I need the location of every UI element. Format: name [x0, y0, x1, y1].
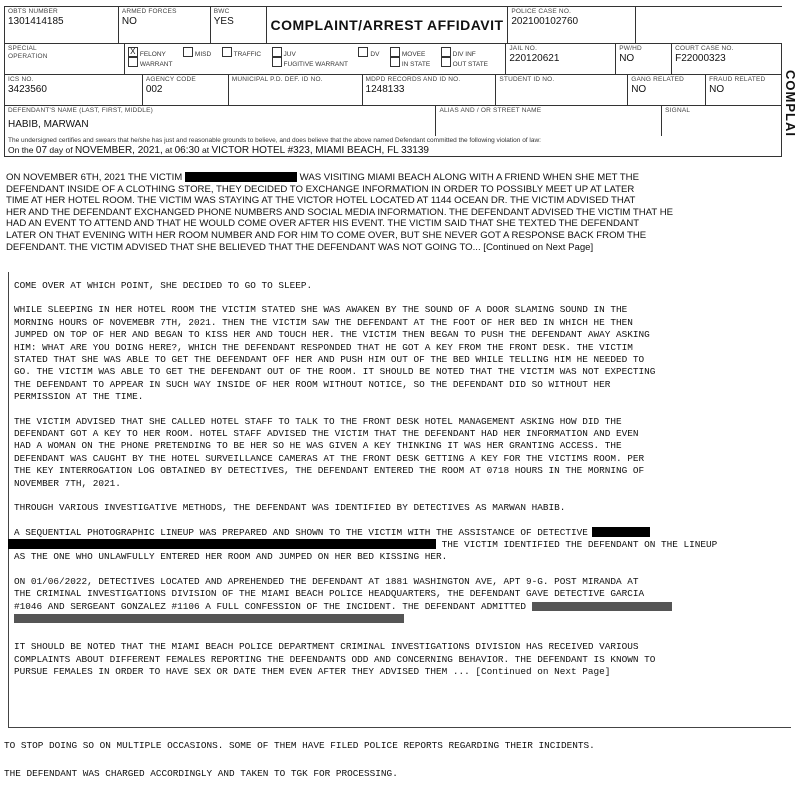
title-cell [267, 7, 509, 43]
narrative-line: TIME AT HER HOTEL ROOM. THE VICTIM WAS STAYING AT THE VICTOR HOTEL LOCATED AT 1144 OCEAN DR. THE VICTIM ADVISED THAT [6, 195, 636, 207]
movee-label: MOVEE [401, 51, 426, 59]
armed-forces-cell [119, 7, 211, 43]
ics-value: 3423560 [8, 84, 47, 95]
movee-checkbox[interactable] [390, 47, 400, 57]
narrative-line: DEFENDANT. THE VICTIM ADVISED THAT SHE BELIEVED THAT THE DEFENDANT WAS NOT GOING TO... [Continued on Next Page] [6, 241, 594, 253]
obts-label: OBTS NUMBER [8, 8, 58, 15]
obts-cell [5, 7, 119, 43]
police-case-value: 202100102760 [511, 16, 579, 27]
paragraph-5-line-2 [8, 539, 794, 551]
bwc-cell [211, 7, 267, 43]
identified-text: THE VICTIM IDENTIFIED THE DEFENDANT ON THE LINEUP [441, 538, 718, 550]
divinf-checkbox[interactable] [441, 47, 451, 57]
paragraph-6-line-3 [8, 601, 794, 613]
dv-checkbox[interactable] [358, 47, 368, 57]
gang-cell [628, 75, 706, 105]
agency-value: 002 [145, 84, 163, 95]
day-value: 07 [35, 145, 48, 156]
jail-label: JAIL NO. [509, 45, 538, 52]
divinf-label: DIV INF [452, 51, 476, 59]
continuation-section [8, 280, 794, 679]
outstate-checkbox[interactable] [441, 57, 451, 67]
blank-cell [636, 7, 782, 43]
gang-label: GANG RELATED [631, 76, 685, 83]
paragraph-9: THE DEFENDANT WAS CHARGED ACCORDINGLY AND TAKEN TO TGK FOR PROCESSING. [4, 768, 398, 779]
armed-forces-value: NO [121, 16, 137, 27]
redaction-bar [592, 527, 650, 537]
cb-col-6 [390, 47, 436, 67]
checkbox-cell [125, 44, 507, 74]
narrative-line: LATER ON THAT EVENING WITH HER ROOM NUMBER AND FOR HIM TO COME OVER, BUT SHE NEVER GOT A RESPONSE BACK FROM THE [6, 229, 647, 241]
jail-cell [506, 44, 616, 74]
narrative-line: HAD AN EVENT TO ATTEND AND THAT HE WOULD COME OVER AFTER HIS EVENT. THE VICTIM SAID THAT SHE TEXTED THE DEFENDANT [6, 218, 640, 230]
narrative-section [6, 172, 776, 253]
fugitive-label: FUGITIVE WARRANT [283, 61, 348, 69]
alias-label: ALIAS AND / OR STREET NAME [439, 107, 542, 114]
traffic-label: TRAFFIC [233, 51, 262, 59]
form-row-2 [4, 43, 782, 74]
obts-value: 1301414185 [8, 16, 64, 27]
narrative-line: HER AND THE DEFENDANT EXCHANGED PHONE NUMBERS AND SOCIAL MEDIA INFORMATION. THE DEFENDANT ADVISED THE VICTIM THAT HE [6, 206, 674, 218]
court-case-value: F22000323 [675, 53, 726, 64]
juv-checkbox[interactable] [272, 47, 282, 57]
pwhd-label: PW/HD [619, 45, 642, 52]
muni-label: MUNICIPAL P.D. DEF. ID NO. [231, 76, 323, 83]
cb-col-7 [441, 47, 494, 67]
cb-col-2 [183, 47, 217, 57]
paragraph-3: THE VICTIM ADVISED THAT SHE CALLED HOTEL STAFF TO TALK TO THE FRONT DESK HOTEL MANAGEMENT ASKING HOW DID THE DEFENDANT GOT A KEY TO HER ROOM. HOTEL STAFF ADVISED THE VICTIM THAT THE DEFENDANT HAD HER INFORMATION AND EVEN HAD A WOMAN ON THE PHONE PRETENDING TO BE HER SO HE WAS GIVEN A KEY THINKING IT WAS HER GRANTING ACCESS. THE DEFENDANT WAS CAUGHT BY THE HOTEL SURVEILLANCE CAMERAS AT THE FRONT DESK GETTING A KEY FOR THE VICTIMS ROOM. PER THE KEY INTERROGATION LOG OBTAINED BY DETECTIVES, THE DEFENDANT ENTERED THE ROOM AT 0718 HOURS IN THE MORNING OF NOVEMBER 7TH, 2021. [14, 415, 645, 489]
redaction-bar [532, 602, 672, 611]
armed-forces-label: ARMED FORCES [121, 8, 177, 15]
paragraph-6-line-4 [8, 613, 794, 625]
defendant-value: HABIB, MARWAN [8, 119, 89, 130]
fraud-value: NO [709, 84, 725, 95]
pwhd-value: NO [619, 53, 635, 64]
jail-value: 220120621 [509, 53, 560, 64]
outstate-label: OUT STATE [452, 61, 489, 69]
narrative-text: ON NOVEMBER 6TH, 2021 THE VICTIM [6, 172, 183, 183]
paragraph-5 [8, 527, 794, 539]
on-the-label: On the [8, 145, 34, 155]
at-label: at [165, 145, 173, 155]
signal-label: SIGNAL [665, 107, 691, 114]
police-case-cell [508, 7, 636, 43]
fugitive-checkbox[interactable] [272, 57, 282, 67]
defendant-cell [5, 106, 436, 136]
ics-cell [5, 75, 143, 105]
time-value: 06:30 [174, 145, 200, 156]
cb-col-5 [358, 47, 385, 57]
month-year-value: NOVEMBER, 2021, [74, 145, 163, 156]
fraud-cell [706, 75, 782, 105]
confession-text: #1046 AND SERGEANT GONZALEZ #1106 A FULL CONFESSION OF THE INCIDENT. THE DEFENDANT ADMITTED [14, 600, 526, 612]
paragraph-1: COME OVER AT WHICH POINT, SHE DECIDED TO GO TO SLEEP. [14, 280, 313, 291]
bwc-label: BWC [213, 8, 230, 15]
lineup-text: A SEQUENTIAL PHOTOGRAPHIC LINEUP WAS PREPARED AND SHOWN TO THE VICTIM WITH THE ASSISTANCE OF DETECTIVE [14, 526, 588, 538]
signal-cell [662, 106, 782, 136]
paragraph-5-line-3: AS THE ONE WHO UNLAWFULLY ENTERED HER ROOM AND JUMPED ON HER BED KISSING HER. [14, 551, 448, 563]
agency-label: AGENCY CODE [145, 76, 196, 83]
violation-date-line [4, 145, 782, 157]
redaction-bar [14, 614, 404, 623]
warrant-checkbox[interactable] [128, 57, 138, 67]
narrative-line: DEFENDANT INSIDE OF A CLOTHING STORE, THEY DECIDED TO EXCHANGE INFORMATION IN ORDER TO POSSIBLY MEET UP AT LATER [6, 183, 635, 195]
ics-label: ICS NO. [8, 76, 34, 83]
student-label: STUDENT ID NO. [499, 76, 555, 83]
instate-checkbox[interactable] [390, 57, 400, 67]
mdpd-cell [363, 75, 497, 105]
paragraph-6: ON 01/06/2022, DETECTIVES LOCATED AND APREHENDED THE DEFENDANT AT 1881 WASHINGTON AVE, APT 9-G. POST MIRANDA AT THE CRIMINAL INVESTIGATIONS DIVISION OF THE MIAMI BEACH POLICE HEADQUARTERS, THE DEFENDANT GAVE DETECTIVE GARCIA [14, 575, 645, 600]
narrative-text: WAS VISITING MIAMI BEACH ALONG WITH A FRIEND WHEN SHE MET THE [299, 172, 639, 183]
special-op-cell [5, 44, 125, 74]
bwc-value: YES [213, 16, 234, 27]
affidavit-form [4, 6, 782, 157]
juv-label: JUV [283, 51, 296, 59]
paragraph-7: IT SHOULD BE NOTED THAT THE MIAMI BEACH POLICE DEPARTMENT CRIMINAL INVESTIGATIONS DIVISION HAS RECEIVED VARIOUS COMPLAINTS ABOUT DIFFERENT FEMALES REPORTING THE DEFENDANTS ODD AND CONCERNING BEHAVIOR. THE DEFENDANT IS KNOWN TO PURSUE FEMALES IN ORDER TO HAVE SEX OR DATE THEM EVEN AFTER THEY ADVISED THEM ... [Continued on Next Page] [14, 641, 656, 678]
form-row-1 [4, 6, 782, 43]
agency-cell [143, 75, 229, 105]
cb-col-4 [272, 47, 354, 67]
alias-cell [436, 106, 662, 136]
misd-checkbox[interactable] [183, 47, 193, 57]
side-label: COMPLAI [783, 70, 798, 137]
felony-label: FELONY [139, 51, 166, 59]
defendant-label: DEFENDANT'S NAME (LAST, FIRST, MIDDLE) [8, 107, 153, 114]
narrative-line [6, 172, 776, 184]
redaction-bar [8, 539, 436, 549]
mdpd-label: MDPD RECORDS AND ID NO. [365, 76, 461, 83]
form-row-3 [4, 74, 782, 105]
felony-checkbox[interactable]: X [128, 47, 138, 57]
fraud-label: FRAUD RELATED [709, 76, 766, 83]
at-label-2: at [202, 145, 210, 155]
traffic-checkbox[interactable] [222, 47, 232, 57]
warrant-label: WARRANT [139, 61, 173, 69]
form-title: COMPLAINT/ARREST AFFIDAVIT [270, 17, 504, 33]
gang-value: NO [631, 84, 647, 95]
muni-cell [229, 75, 363, 105]
special-op-label: SPECIAL OPERATION [8, 45, 48, 60]
redaction-bar [185, 172, 297, 182]
instate-label: IN STATE [401, 61, 431, 69]
student-cell [496, 75, 628, 105]
paragraph-8: TO STOP DOING SO ON MULTIPLE OCCASIONS. SOME OF THEM HAVE FILED POLICE REPORTS REGARDING THEIR INCIDENTS. [4, 740, 595, 751]
cb-col-1 [128, 47, 179, 67]
location-value: VICTOR HOTEL #323, MIAMI BEACH, FL 33139 [211, 145, 429, 156]
cb-col-3 [222, 47, 267, 57]
court-case-label: COURT CASE NO. [675, 45, 734, 52]
form-row-4 [4, 105, 782, 136]
paragraph-4: THROUGH VARIOUS INVESTIGATIVE METHODS, THE DEFENDANT WAS IDENTIFIED BY DETECTIVES AS MARWAN HABIB. [14, 502, 566, 514]
paragraph-2: WHILE SLEEPING IN HER HOTEL ROOM THE VICTIM STATED SHE WAS AWAKEN BY THE SOUND OF A DOOR SLAMING SOUND IN THE MORNING HOURS OF NOVEMEBR 7TH, 2021. THEN THE VICTIM SAW THE DEFENDANT AT THE FOOT OF HER BED IN WHICH HE THEN JUMPED ON TOP OF HER AND BEGAN TO KISS HER AND TOUCH HER. THE VICTIM THEN BEGAN TO PUSH THE DEFENDANT AWAY ASKING HIM: WHAT ARE YOU DOING HERE?, WHICH THE DEFENDANT RESPONDED THAT HE GOT A KEY FROM THE FRONT DESK. THE VICTIM STATED THAT SHE WAS ABLE TO GET THE DEFENDANT OFF HER AND PUSH HIM OUT OF THE BED WHILE TELLING HIM HE NEEDED TO GO. THE VICTIM WAS ABLE TO GET THE DEFENDANT OUT OF THE ROOM. IT SHOULD BE NOTED THAT THE VICTIM WAS NOT EXPECTING THE DEFENDANT TO APPEAR IN SUCH WAY INSIDE OF HER ROOM WITHOUT NOTICE, SO THE DEFENDANT DID SO WITHOUT HER PERMISSION AT THE TIME. [14, 304, 656, 403]
court-case-cell [672, 44, 782, 74]
pwhd-cell [616, 44, 672, 74]
dv-label: DV [370, 51, 380, 59]
day-of-label: day of [49, 145, 73, 155]
mdpd-value: 1248133 [365, 84, 405, 95]
certification-text: The undersigned certifies and swears that he/she has just and reasonable grounds to believe, and does believe that the above named Defendant committed the following violation of law: [4, 136, 782, 145]
misd-label: MISD [194, 51, 212, 59]
police-case-label: POLICE CASE NO. [511, 8, 572, 15]
